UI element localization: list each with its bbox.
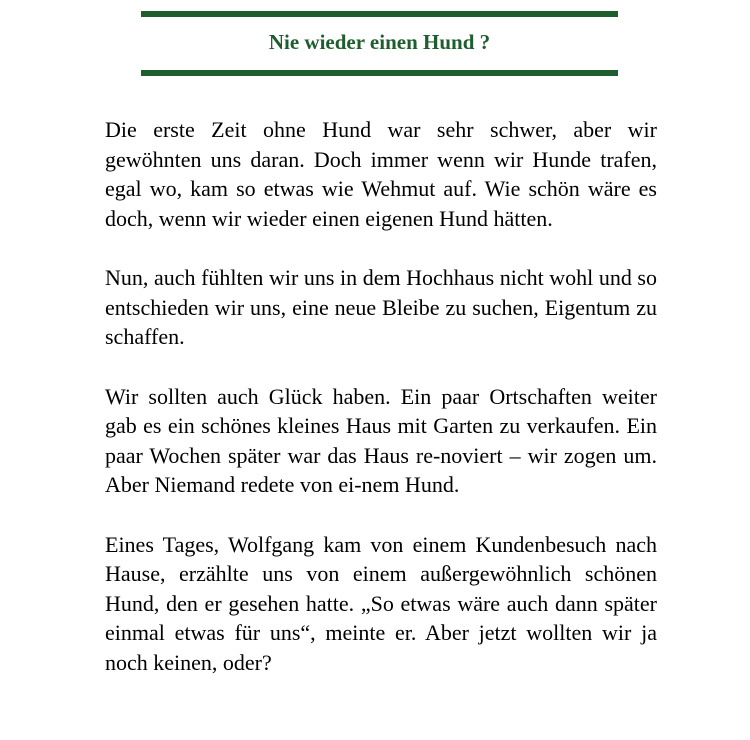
paragraph-3: Wir sollten auch Glück haben. Ein paar Ortschaften weiter gab es ein schönes kleines Haus mit Garten zu verkaufen. Ein paar Wochen später war das Haus re-noviert – wir zogen um. Aber Niemand redete von ei-nem Hund. bbox=[105, 383, 657, 497]
paragraph-1: Die erste Zeit ohne Hund war sehr schwer, aber wir gewöhnten uns daran. Doch immer wenn wir Hunde trafen, egal wo, kam so etwas wie Wehmut auf. Wie schön wäre es doch, wenn wir wieder einen eigenen Hund hätten. bbox=[105, 117, 657, 231]
body-text bbox=[105, 115, 657, 677]
paragraph-4: Eines Tages, Wolfgang kam von einem Kundenbesuch nach Hause, erzählte uns von einem außergewöhnlich schönen Hund, den er gesehen hatte. „So etwas wäre auch dann später einmal etwas für uns“, meinte er. Aber jetzt wollten wir ja noch keinen, oder? bbox=[105, 531, 657, 675]
title-bottom-rule bbox=[141, 70, 618, 76]
title-top-rule bbox=[141, 11, 618, 17]
paragraph-2: Nun, auch fühlten wir uns in dem Hochhaus nicht wohl und so entschieden wir uns, eine neue Bleibe zu suchen, Eigentum zu schaffen. bbox=[105, 265, 657, 349]
page-title: Nie wieder einen Hund ? bbox=[268, 30, 491, 54]
